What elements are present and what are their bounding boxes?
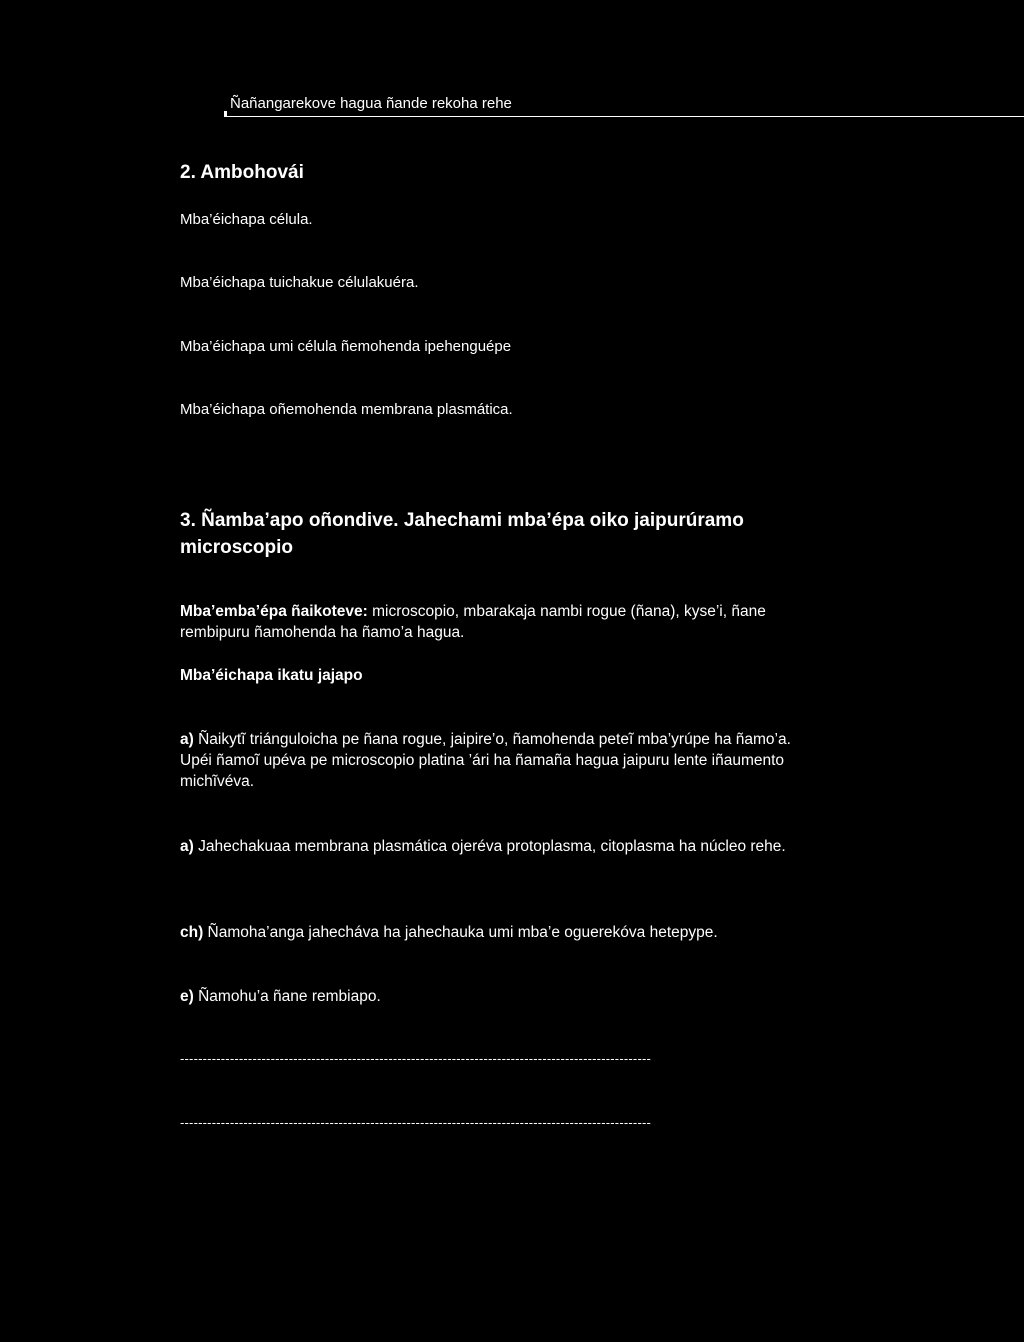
section-3-heading-line2: microscopio bbox=[180, 537, 293, 558]
step-item bbox=[180, 729, 820, 792]
step-letter: ch) bbox=[180, 924, 204, 941]
step-text: Ñamohu’a ñane rembiapo. bbox=[193, 988, 381, 1005]
step-text: Ñaikytĩ triánguloicha pe ñana rogue, jaipire’o, ñamohenda peteĩ mba’yrúpe ha ñamo’a. Upéi ñamoĩ upéva pe microscopio platina ’ári ha ñamaña hagua jaipuru lente iñaumento michĩvéva. bbox=[180, 731, 791, 790]
answer-line: -------------------------------------------------------------------------------------------------------- bbox=[180, 1051, 652, 1066]
answer-line: -------------------------------------------------------------------------------------------------------- bbox=[180, 1115, 652, 1130]
steps-heading: Mba’éichapa ikatu jajapo bbox=[180, 667, 363, 684]
section-3-heading-line1: 3. Ñamba’apo oñondive. Jahechami mba’épa oiko jaipurúramo bbox=[180, 510, 744, 531]
question-item: Mba’éichapa célula. bbox=[180, 211, 313, 228]
step-item bbox=[180, 922, 820, 943]
section-2-heading: 2. Ambohovái bbox=[180, 162, 304, 183]
step-letter: a) bbox=[180, 731, 194, 748]
step-item bbox=[180, 986, 820, 1007]
header-rule bbox=[224, 116, 1024, 117]
running-header: Ñañangarekove hagua ñande rekoha rehe bbox=[230, 95, 512, 112]
question-item: Mba’éichapa oñemohenda membrana plasmática. bbox=[180, 401, 513, 418]
step-item bbox=[180, 836, 820, 857]
materials-paragraph bbox=[180, 601, 820, 643]
materials-label: Mba’emba’épa ñaikoteve: bbox=[180, 603, 368, 620]
step-letter: e) bbox=[180, 988, 194, 1005]
step-letter: a) bbox=[180, 838, 194, 855]
step-text: Ñamoha’anga jahecháva ha jahechauka umi mba’e oguerekóva hetepype. bbox=[203, 924, 718, 941]
question-item: Mba’éichapa umi célula ñemohenda ipehenguépe bbox=[180, 338, 512, 355]
materials-text: microscopio, mbarakaja nambi rogue (ñana), kyse’i, ñane rembipuru ñamohenda ha ñamo’a hagua. bbox=[180, 603, 766, 641]
step-text: Jahechakuaa membrana plasmática ojeréva protoplasma, citoplasma ha núcleo rehe. bbox=[193, 838, 786, 855]
question-item: Mba’éichapa tuichakue célulakuéra. bbox=[180, 274, 419, 291]
